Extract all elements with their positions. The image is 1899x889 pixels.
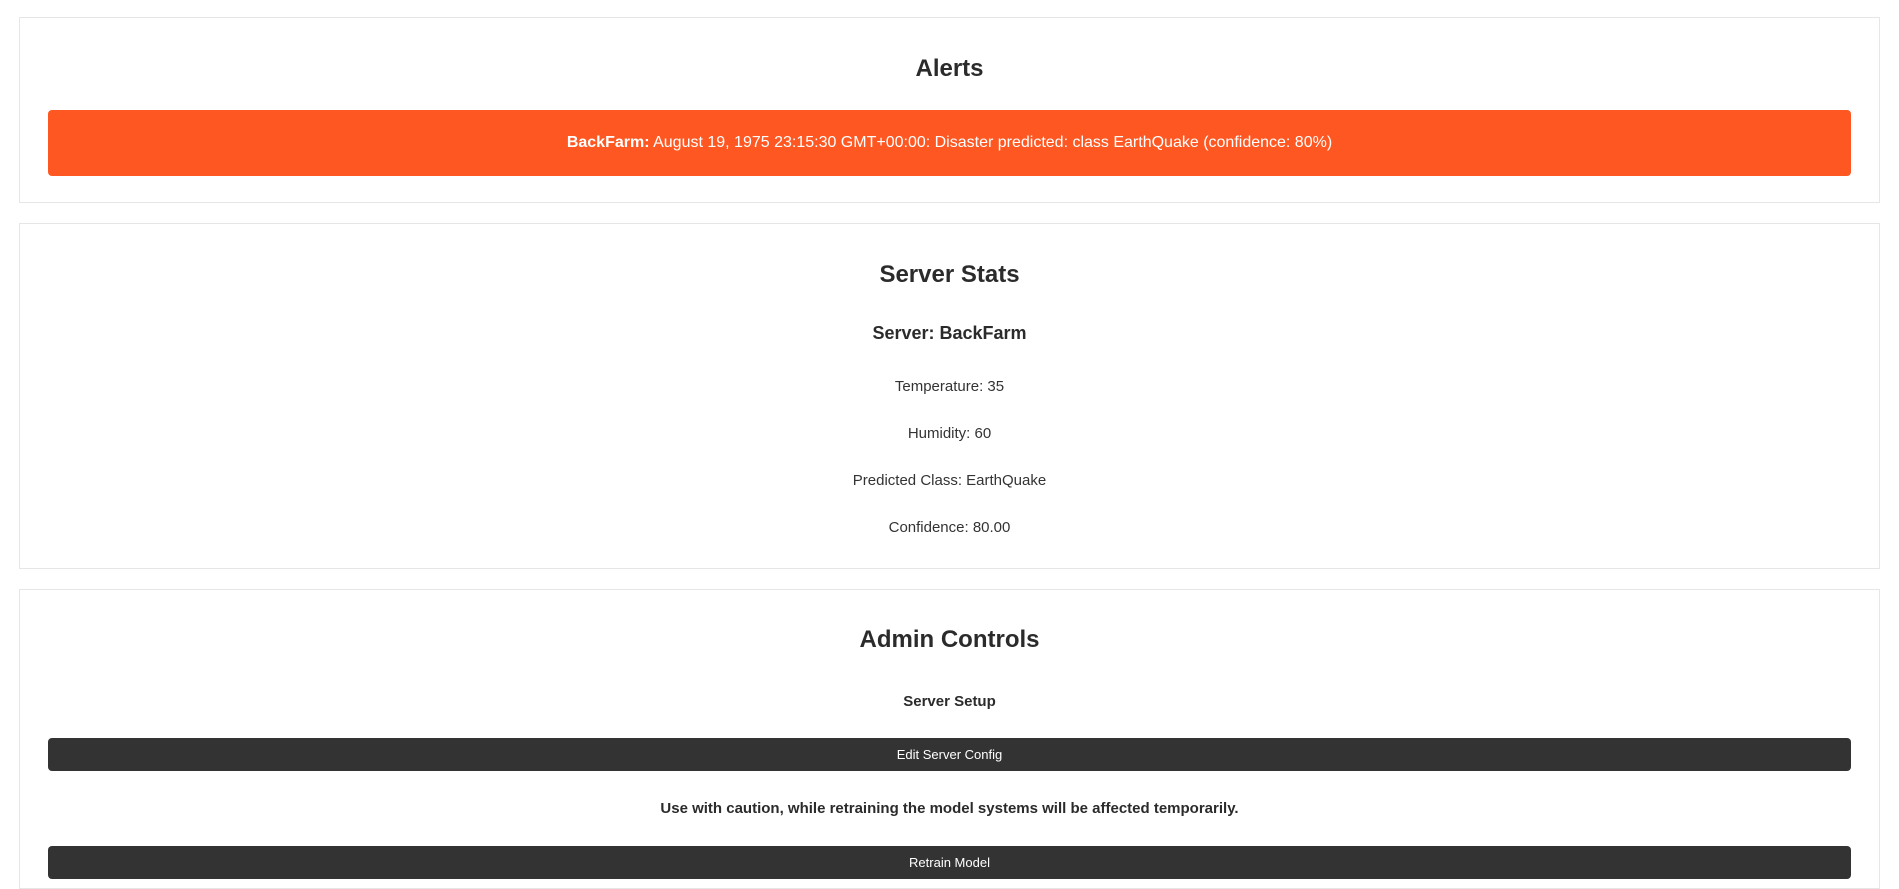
server-setup-label: Server Setup (903, 693, 996, 710)
admin-controls-title: Admin Controls (859, 626, 1040, 653)
server-heading: Server: BackFarm (872, 323, 1027, 343)
alert-server-name: BackFarm: (566, 134, 650, 151)
alerts-card (19, 17, 1880, 203)
alerts-title: Alerts (915, 55, 984, 82)
alert-banner (48, 110, 1851, 176)
alert-message: August 19, 1975 23:15:30 GMT+00:00: Disaster predicted: class EarthQuake (confidence: 80%) (649, 134, 1333, 151)
server-stats-card (19, 223, 1880, 569)
edit-server-config-button[interactable]: Edit Server Config (48, 738, 1851, 771)
retrain-caution-text: Use with caution, while retraining the model systems will be affected temporarily. (660, 800, 1239, 817)
confidence-stat: Confidence: 80.00 (888, 519, 1011, 536)
server-stats-title: Server Stats (879, 261, 1020, 288)
predicted-class-stat: Predicted Class: EarthQuake (852, 472, 1047, 489)
temperature-stat: Temperature: 35 (894, 378, 1005, 395)
humidity-stat: Humidity: 60 (907, 425, 992, 442)
retrain-model-button[interactable]: Retrain Model (48, 846, 1851, 879)
admin-controls-card (19, 589, 1880, 889)
